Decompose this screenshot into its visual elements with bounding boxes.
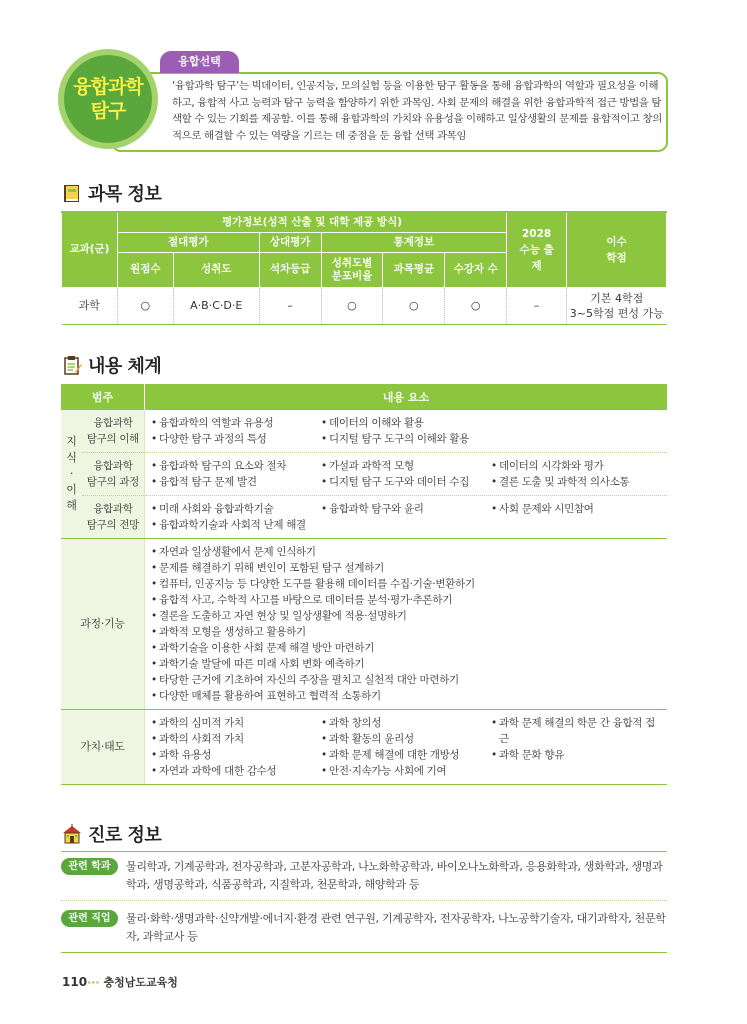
bullet-item: • 과학의 사회적 가치 — [151, 731, 321, 747]
items-col — [321, 415, 491, 447]
items-col — [321, 715, 491, 779]
th-credits — [567, 212, 667, 287]
book-icon — [62, 183, 82, 203]
related-job-text: 물리·화학·생명과학·신약개발·에너지·환경 관련 연구원, 기계공학자, 전자공학자, 나노공학기술자, 대기과학자, 천문학자, 과학교사 등 — [126, 912, 666, 943]
cell-distribution: ○ — [321, 287, 383, 324]
school-icon — [62, 824, 82, 844]
bullet-item: • 융합과학기술과 사회적 난제 해결 — [151, 517, 321, 533]
sub-category — [82, 410, 145, 453]
bullet-item: • 융합과학의 역할과 유용성 — [151, 415, 321, 431]
cell-mean: ○ — [383, 287, 445, 324]
bullet-item: • 자연과 일상생활에서 문제 인식하기 — [151, 544, 661, 560]
knowledge-row-3 — [61, 496, 667, 539]
elective-tag: 융합선택 — [160, 51, 239, 73]
th-stats: 통계정보 — [321, 232, 507, 252]
th-raw-score: 원점수 — [117, 252, 173, 287]
items-col — [151, 415, 321, 447]
bullet-item: • 과학 문화 향유 — [491, 747, 661, 763]
cell-raw-score: ○ — [117, 287, 173, 324]
related-dept-row — [61, 852, 667, 901]
sub-line1: 융합과학 — [93, 417, 133, 429]
th-elements: 내용 요소 — [144, 384, 667, 410]
credits-line2: 3~5학점 편성 가능 — [569, 306, 664, 320]
related-dept-pill: 관련 학과 — [61, 858, 118, 875]
bullet-item: • 융합적 탐구 문제 발견 — [151, 474, 321, 490]
cell-rank: – — [259, 287, 321, 324]
bullet-item: • 과학 활동의 윤리성 — [321, 731, 491, 747]
th-achievement: 성취도 — [173, 252, 259, 287]
th-category: 범주 — [61, 384, 144, 410]
k-char-1: 지 — [66, 435, 77, 448]
process-label: 과정·기능 — [61, 539, 144, 710]
bullet-item: • 미래 사회와 융합과학기술 — [151, 501, 321, 517]
th-rank: 석차등급 — [259, 252, 321, 287]
items-col — [321, 501, 491, 533]
items-col — [151, 715, 321, 779]
clipboard-icon — [62, 355, 82, 375]
sub-line1: 융합과학 — [93, 460, 133, 472]
items-col — [151, 501, 321, 533]
cell-students: ○ — [445, 287, 507, 324]
bullet-item: • 과학기술을 이용한 사회 문제 해결 방안 마련하기 — [151, 640, 661, 656]
section2-title-text: 내용 체계 — [88, 356, 162, 377]
section-title-content-system — [62, 352, 161, 378]
publisher-name: 충청남도교육청 — [103, 976, 178, 989]
th-credits-text: 이수 학점 — [606, 235, 627, 264]
badge-line2: 탐구 — [90, 100, 126, 122]
th-mean: 과목평균 — [383, 252, 445, 287]
bullet-item: • 문제를 해결하기 위해 변인이 포함된 탐구 설계하기 — [151, 560, 661, 576]
related-job-row — [61, 901, 667, 953]
bullet-item: • 타당한 근거에 기초하여 자신의 주장을 펼치고 실천적 대안 마련하기 — [151, 672, 661, 688]
th-dist-line1: 성취도별 — [331, 256, 373, 269]
bullet-item: • 융합과학 탐구와 윤리 — [321, 501, 491, 517]
th-absolute: 절대평가 — [117, 232, 259, 252]
sub-line2: 탐구의 전망 — [86, 519, 140, 531]
sub-line2: 탐구의 이해 — [86, 433, 140, 445]
knowledge-row-2 — [61, 453, 667, 496]
knowledge-row-1 — [61, 410, 667, 453]
bullet-item: • 결론 도출 및 과학적 의사소통 — [491, 474, 661, 490]
values-row — [61, 710, 667, 785]
bullet-item: • 과학의 심미적 가치 — [151, 715, 321, 731]
knowledge-items — [144, 496, 667, 539]
items-col — [491, 458, 661, 490]
th-dist-line2: 분포비율 — [331, 269, 373, 282]
knowledge-items — [144, 410, 667, 453]
intro-text: ‘융합과학 탐구’는 빅데이터, 인공지능, 모의실험 등을 이용한 탐구 활동을 통해 융합과학의 역할과 필요성을 이해하고, 융합적 사고 능력과 탐구 능력을 함양하기 위한 과목임. 사회 문제의 해결을 위한 융합과학적 접근 방법을 탐색할 수 있는 기회를 제공함. 이를 통해 융합과학의 가치와 유용성을 이해하고 일상생활의 문제를 융합적이고 창의적으로 해결할 수 있는 역량을 기르는 데 중점을 둔 융합 선택 과목임 — [172, 80, 662, 142]
bullet-item: • 디지털 탐구 도구와 데이터 수집 — [321, 474, 491, 490]
th-subject-group: 교과(군) — [62, 212, 118, 287]
badge-line1: 융합과학 — [73, 76, 143, 98]
items-col — [491, 715, 661, 779]
process-items — [144, 539, 667, 710]
cell-suneung: – — [507, 287, 567, 324]
footer-dots: ··· — [87, 976, 100, 989]
sub-category — [82, 453, 145, 496]
values-items — [144, 710, 667, 785]
bullet-item: • 다양한 탐구 과정의 특성 — [151, 431, 321, 447]
bullet-item: • 사회 문제와 시민참여 — [491, 501, 661, 517]
bullet-item: • 데이터의 이해와 활용 — [321, 415, 491, 431]
items-col — [491, 501, 661, 533]
section-title-career-info — [62, 821, 161, 847]
bullet-item: • 과학기술 발달에 따른 미래 사회 변화 예측하기 — [151, 656, 661, 672]
career-block — [61, 851, 667, 953]
bullet-item: • 결론을 도출하고 자연 현상 및 일상생활에 적용·설명하기 — [151, 608, 661, 624]
th-suneung — [507, 212, 567, 287]
content-system-table — [61, 384, 667, 785]
sub-line1: 융합과학 — [93, 503, 133, 515]
related-job-pill: 관련 직업 — [61, 910, 118, 927]
k-char-4: 이 — [66, 483, 77, 496]
th-relative: 상대평가 — [259, 232, 321, 252]
bullet-item: • 과학 유용성 — [151, 747, 321, 763]
bullet-item: • 과학 문제 해결의 학문 간 융합적 접근 — [491, 715, 661, 747]
bullet-item: • 융합적 사고, 수학적 사고를 바탕으로 데이터를 분석·평가·추론하기 — [151, 592, 661, 608]
knowledge-items — [144, 453, 667, 496]
cell-credits — [567, 287, 667, 324]
k-char-3: · — [69, 467, 74, 480]
items-col — [151, 458, 321, 490]
bullet-item: • 과학 창의성 — [321, 715, 491, 731]
subject-info-row — [62, 287, 667, 324]
sub-category — [82, 496, 145, 539]
section1-title-text: 과목 정보 — [88, 184, 162, 205]
th-eval-info: 평가정보(성적 산출 및 대학 제공 방식) — [117, 212, 506, 232]
related-dept-text: 물리학과, 기계공학과, 전자공학과, 고분자공학과, 나노화학공학과, 바이오나노화학과, 응용화학과, 생화학과, 생명과학과, 생명공학과, 식품공학과, 지질학과, 천문학과, 해양학과 등 — [126, 860, 663, 891]
bullet-item: • 가설과 과학적 모형 — [321, 458, 491, 474]
items-col — [491, 415, 661, 447]
values-label: 가치·태도 — [61, 710, 144, 785]
bullet-item: • 다양한 매체를 활용하여 표현하고 협력적 소통하기 — [151, 688, 661, 704]
k-char-5: 해 — [66, 499, 77, 512]
bullet-item: • 디지털 탐구 도구의 이해와 활용 — [321, 431, 491, 447]
sub-line2: 탐구의 과정 — [86, 476, 140, 488]
page-number: 110 — [62, 975, 88, 989]
bullet-item: • 자연과 과학에 대한 감수성 — [151, 763, 321, 779]
cell-subject-group: 과학 — [62, 287, 118, 324]
process-row — [61, 539, 667, 710]
credits-line1: 기본 4학점 — [590, 291, 644, 305]
k-char-2: 식 — [66, 451, 77, 464]
th-students: 수강자 수 — [445, 252, 507, 287]
subject-info-table — [61, 211, 667, 325]
page-footer — [62, 974, 178, 990]
th-distribution — [321, 252, 383, 287]
bullet-item: • 데이터의 시각화와 평가 — [491, 458, 661, 474]
cell-achievement: A·B·C·D·E — [173, 287, 259, 324]
bullet-item: • 과학 문제 해결에 대한 개방성 — [321, 747, 491, 763]
items-col — [321, 458, 491, 490]
knowledge-label — [61, 410, 82, 539]
section3-title-text: 진로 정보 — [88, 825, 162, 846]
bullet-item: • 안전·지속가능 사회에 기여 — [321, 763, 491, 779]
bullet-item: • 융합과학 탐구의 요소와 절차 — [151, 458, 321, 474]
th-suneung-text: 2028 수능 출제 — [519, 227, 554, 272]
subject-badge — [64, 55, 152, 143]
bullet-item: • 과학적 모형을 생성하고 활용하기 — [151, 624, 661, 640]
bullet-item: • 컴퓨터, 인공지능 등 다양한 도구를 활용해 데이터를 수집·기술·변환하기 — [151, 576, 661, 592]
section-title-subject-info — [62, 180, 161, 206]
